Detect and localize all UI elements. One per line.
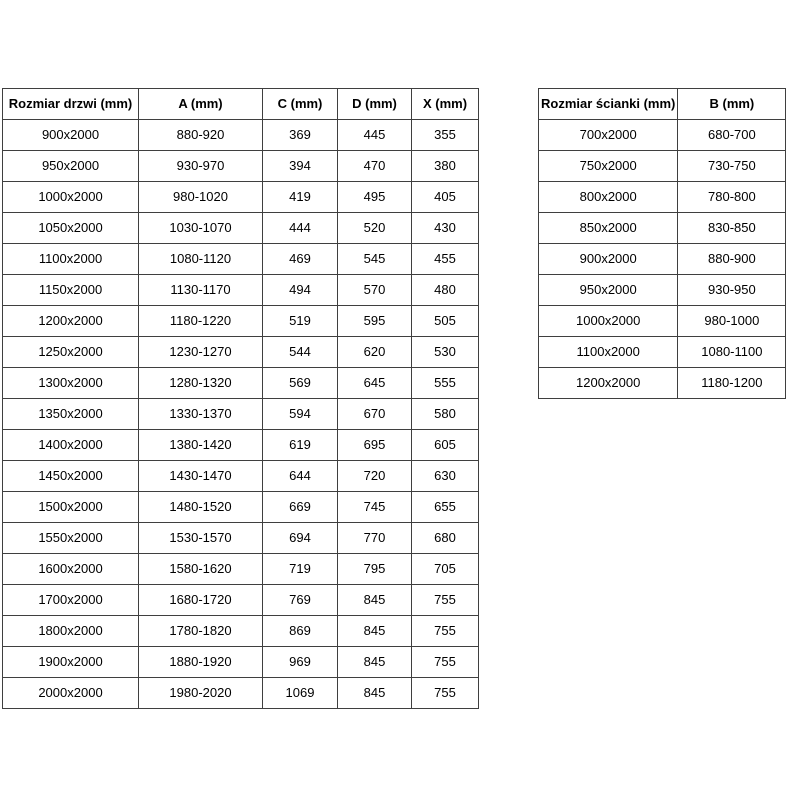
table-cell: 545 bbox=[338, 244, 412, 275]
table-cell: 495 bbox=[338, 182, 412, 213]
table-row bbox=[3, 275, 479, 306]
table-cell: 795 bbox=[338, 554, 412, 585]
table-cell: 1069 bbox=[263, 678, 338, 709]
table-row bbox=[3, 585, 479, 616]
table-row bbox=[3, 244, 479, 275]
table-cell: 1100x2000 bbox=[539, 337, 678, 368]
table-row bbox=[3, 523, 479, 554]
table-row bbox=[539, 213, 786, 244]
table-cell: 900x2000 bbox=[539, 244, 678, 275]
table-cell: 1330-1370 bbox=[139, 399, 263, 430]
table-cell: 1350x2000 bbox=[3, 399, 139, 430]
table-cell: 1080-1100 bbox=[678, 337, 786, 368]
table-cell: 444 bbox=[263, 213, 338, 244]
table-cell: 1080-1120 bbox=[139, 244, 263, 275]
table-row bbox=[539, 151, 786, 182]
table-row bbox=[3, 430, 479, 461]
table-cell: 619 bbox=[263, 430, 338, 461]
table-cell: 1500x2000 bbox=[3, 492, 139, 523]
table-cell: 569 bbox=[263, 368, 338, 399]
table-row bbox=[539, 368, 786, 399]
table-cell: 750x2000 bbox=[539, 151, 678, 182]
column-header: Rozmiar drzwi (mm) bbox=[3, 89, 139, 120]
table-cell: 1230-1270 bbox=[139, 337, 263, 368]
table-cell: 1200x2000 bbox=[539, 368, 678, 399]
table-cell: 1450x2000 bbox=[3, 461, 139, 492]
header-row bbox=[539, 89, 786, 120]
table-cell: 1400x2000 bbox=[3, 430, 139, 461]
table-cell: 519 bbox=[263, 306, 338, 337]
table-cell: 570 bbox=[338, 275, 412, 306]
table-row bbox=[3, 616, 479, 647]
table-cell: 544 bbox=[263, 337, 338, 368]
table-cell: 980-1000 bbox=[678, 306, 786, 337]
table-cell: 1380-1420 bbox=[139, 430, 263, 461]
table-cell: 1900x2000 bbox=[3, 647, 139, 678]
table-cell: 1280-1320 bbox=[139, 368, 263, 399]
table-cell: 1250x2000 bbox=[3, 337, 139, 368]
table-cell: 800x2000 bbox=[539, 182, 678, 213]
table-row bbox=[3, 368, 479, 399]
table-cell: 1300x2000 bbox=[3, 368, 139, 399]
table-cell: 494 bbox=[263, 275, 338, 306]
table-cell: 845 bbox=[338, 647, 412, 678]
table-cell: 1430-1470 bbox=[139, 461, 263, 492]
table-cell: 505 bbox=[412, 306, 479, 337]
table-cell: 445 bbox=[338, 120, 412, 151]
table-cell: 694 bbox=[263, 523, 338, 554]
table-cell: 530 bbox=[412, 337, 479, 368]
table-row bbox=[539, 306, 786, 337]
table-cell: 405 bbox=[412, 182, 479, 213]
table-cell: 845 bbox=[338, 616, 412, 647]
table-cell: 845 bbox=[338, 678, 412, 709]
table-cell: 700x2000 bbox=[539, 120, 678, 151]
table-cell: 555 bbox=[412, 368, 479, 399]
table-cell: 480 bbox=[412, 275, 479, 306]
table-cell: 850x2000 bbox=[539, 213, 678, 244]
table-cell: 1130-1170 bbox=[139, 275, 263, 306]
table-cell: 845 bbox=[338, 585, 412, 616]
table-row bbox=[3, 399, 479, 430]
table-cell: 644 bbox=[263, 461, 338, 492]
table-cell: 1780-1820 bbox=[139, 616, 263, 647]
table-cell: 645 bbox=[338, 368, 412, 399]
table-cell: 1580-1620 bbox=[139, 554, 263, 585]
table-cell: 1150x2000 bbox=[3, 275, 139, 306]
header-row bbox=[3, 89, 479, 120]
column-header: D (mm) bbox=[338, 89, 412, 120]
table-cell: 1030-1070 bbox=[139, 213, 263, 244]
table-cell: 880-900 bbox=[678, 244, 786, 275]
table-cell: 605 bbox=[412, 430, 479, 461]
table-cell: 2000x2000 bbox=[3, 678, 139, 709]
table-cell: 830-850 bbox=[678, 213, 786, 244]
table-cell: 719 bbox=[263, 554, 338, 585]
table-row bbox=[3, 182, 479, 213]
table-cell: 469 bbox=[263, 244, 338, 275]
table-cell: 655 bbox=[412, 492, 479, 523]
column-header: C (mm) bbox=[263, 89, 338, 120]
table-cell: 755 bbox=[412, 585, 479, 616]
table-cell: 720 bbox=[338, 461, 412, 492]
table-cell: 1480-1520 bbox=[139, 492, 263, 523]
table-row bbox=[539, 120, 786, 151]
column-header: X (mm) bbox=[412, 89, 479, 120]
table-cell: 1050x2000 bbox=[3, 213, 139, 244]
table-row bbox=[3, 306, 479, 337]
table-cell: 620 bbox=[338, 337, 412, 368]
table-cell: 1800x2000 bbox=[3, 616, 139, 647]
column-header: B (mm) bbox=[678, 89, 786, 120]
table-cell: 595 bbox=[338, 306, 412, 337]
table-cell: 580 bbox=[412, 399, 479, 430]
table-cell: 1530-1570 bbox=[139, 523, 263, 554]
table-row bbox=[539, 182, 786, 213]
table-row bbox=[3, 678, 479, 709]
door-size-table bbox=[2, 88, 479, 709]
table-row bbox=[3, 461, 479, 492]
table-cell: 730-750 bbox=[678, 151, 786, 182]
table-cell: 1700x2000 bbox=[3, 585, 139, 616]
table-row bbox=[539, 275, 786, 306]
table-cell: 1550x2000 bbox=[3, 523, 139, 554]
table-row bbox=[3, 213, 479, 244]
wall-size-table bbox=[538, 88, 786, 399]
table-cell: 980-1020 bbox=[139, 182, 263, 213]
table-cell: 1000x2000 bbox=[539, 306, 678, 337]
table-cell: 1100x2000 bbox=[3, 244, 139, 275]
table-cell: 670 bbox=[338, 399, 412, 430]
table-cell: 594 bbox=[263, 399, 338, 430]
table-cell: 780-800 bbox=[678, 182, 786, 213]
table-cell: 355 bbox=[412, 120, 479, 151]
table-cell: 520 bbox=[338, 213, 412, 244]
table-row bbox=[539, 244, 786, 275]
table-row bbox=[3, 554, 479, 585]
table-cell: 950x2000 bbox=[3, 151, 139, 182]
table-cell: 969 bbox=[263, 647, 338, 678]
table-cell: 680 bbox=[412, 523, 479, 554]
table-cell: 669 bbox=[263, 492, 338, 523]
column-header: A (mm) bbox=[139, 89, 263, 120]
table-cell: 680-700 bbox=[678, 120, 786, 151]
table-row bbox=[3, 151, 479, 182]
table-cell: 1180-1220 bbox=[139, 306, 263, 337]
table-cell: 755 bbox=[412, 678, 479, 709]
table-cell: 1980-2020 bbox=[139, 678, 263, 709]
table-cell: 950x2000 bbox=[539, 275, 678, 306]
table-cell: 769 bbox=[263, 585, 338, 616]
table-cell: 930-950 bbox=[678, 275, 786, 306]
table-row bbox=[3, 120, 479, 151]
table-cell: 1180-1200 bbox=[678, 368, 786, 399]
table-cell: 705 bbox=[412, 554, 479, 585]
table-row bbox=[539, 337, 786, 368]
table-cell: 755 bbox=[412, 647, 479, 678]
table-cell: 470 bbox=[338, 151, 412, 182]
table-cell: 430 bbox=[412, 213, 479, 244]
table-cell: 369 bbox=[263, 120, 338, 151]
table-cell: 755 bbox=[412, 616, 479, 647]
table-cell: 930-970 bbox=[139, 151, 263, 182]
table-cell: 380 bbox=[412, 151, 479, 182]
table-cell: 695 bbox=[338, 430, 412, 461]
table-cell: 394 bbox=[263, 151, 338, 182]
table-cell: 1200x2000 bbox=[3, 306, 139, 337]
table-cell: 419 bbox=[263, 182, 338, 213]
table-row bbox=[3, 647, 479, 678]
table-cell: 455 bbox=[412, 244, 479, 275]
table-cell: 869 bbox=[263, 616, 338, 647]
table-cell: 770 bbox=[338, 523, 412, 554]
table-cell: 1600x2000 bbox=[3, 554, 139, 585]
table-cell: 1880-1920 bbox=[139, 647, 263, 678]
table-cell: 880-920 bbox=[139, 120, 263, 151]
table-row bbox=[3, 492, 479, 523]
table-cell: 745 bbox=[338, 492, 412, 523]
table-cell: 1000x2000 bbox=[3, 182, 139, 213]
table-cell: 900x2000 bbox=[3, 120, 139, 151]
table-row bbox=[3, 337, 479, 368]
table-cell: 1680-1720 bbox=[139, 585, 263, 616]
table-cell: 630 bbox=[412, 461, 479, 492]
column-header: Rozmiar ścianki (mm) bbox=[539, 89, 678, 120]
